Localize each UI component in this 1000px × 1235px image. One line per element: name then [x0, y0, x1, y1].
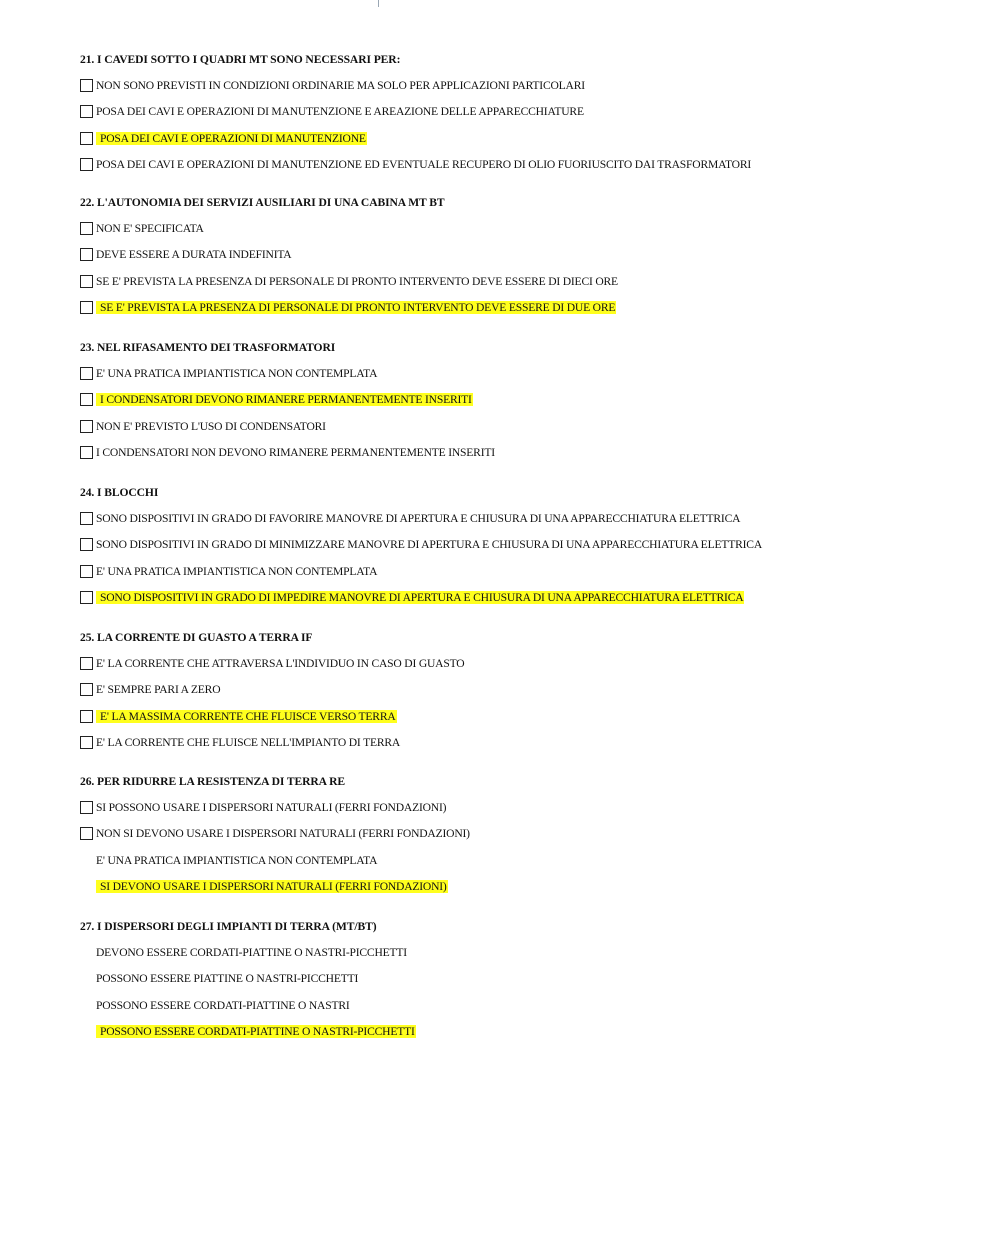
answer-option	[80, 825, 470, 842]
answer-checkbox[interactable]	[80, 248, 93, 261]
answer-option	[80, 246, 291, 263]
answer-option	[80, 444, 495, 461]
answer-option	[80, 944, 407, 961]
answer-option	[80, 997, 350, 1014]
highlighted-answer-text: SE E' PREVISTA LA PRESENZA DI PERSONALE DI PRONTO INTERVENTO DEVE ESSERE DI DUE ORE	[96, 301, 616, 314]
answer-text: NON E' PREVISTO L'USO DI CONDENSATORI	[96, 419, 326, 433]
answer-option	[80, 220, 204, 237]
answer-option	[80, 391, 473, 408]
answer-checkbox[interactable]	[80, 512, 93, 525]
question-title: 26. PER RIDURRE LA RESISTENZA DI TERRA RE	[80, 775, 345, 788]
answer-option	[80, 130, 367, 147]
highlighted-answer-text: SONO DISPOSITIVI IN GRADO DI IMPEDIRE MANOVRE DI APERTURA E CHIUSURA DI UNA APPARECCHIATURA ELETTRICA	[96, 591, 744, 604]
question-title: 21. I CAVEDI SOTTO I QUADRI MT SONO NECESSARI PER:	[80, 53, 401, 66]
answer-checkbox[interactable]	[80, 275, 93, 288]
highlighted-answer-text: SI DEVONO USARE I DISPERSORI NATURALI (FERRI FONDAZIONI)	[96, 880, 448, 893]
answer-option	[80, 77, 585, 94]
answer-checkbox[interactable]	[80, 301, 93, 314]
answer-checkbox[interactable]	[80, 446, 93, 459]
highlighted-answer-text: I CONDENSATORI DEVONO RIMANERE PERMANENTEMENTE INSERITI	[96, 393, 473, 406]
answer-checkbox[interactable]	[80, 827, 93, 840]
answer-checkbox[interactable]	[80, 393, 93, 406]
highlighted-answer-text: POSSONO ESSERE CORDATI-PIATTINE O NASTRI-PICCHETTI	[96, 1025, 416, 1038]
answer-text: DEVE ESSERE A DURATA INDEFINITA	[96, 248, 292, 261]
highlighted-answer-text: E' LA MASSIMA CORRENTE CHE FLUISCE VERSO TERRA	[96, 710, 397, 723]
answer-option	[80, 156, 751, 173]
answer-text: POSA DEI CAVI E OPERAZIONI DI MANUTENZIONE ED EVENTUALE RECUPERO DI OLIO FUORIUSCITO DAI TRASFORMATORI	[96, 158, 752, 171]
answer-option	[80, 708, 397, 725]
answer-checkbox[interactable]	[80, 79, 93, 92]
answer-text: E' UNA PRATICA IMPIANTISTICA NON CONTEMPLATA	[96, 564, 378, 578]
answer-text: E' UNA PRATICA IMPIANTISTICA NON CONTEMPLATA	[96, 853, 378, 867]
question-title: 27. I DISPERSORI DEGLI IMPIANTI DI TERRA (MT/BT)	[80, 920, 377, 933]
answer-option	[80, 681, 220, 698]
answer-text: SONO DISPOSITIVI IN GRADO DI FAVORIRE MANOVRE DI APERTURA E CHIUSURA DI UNA APPARECCHIATURA ELETTRICA	[96, 511, 741, 525]
answer-text: NON SI DEVONO USARE I DISPERSORI NATURALI (FERRI FONDAZIONI)	[96, 827, 470, 840]
answer-option	[80, 273, 618, 290]
answer-text: DEVONO ESSERE CORDATI-PIATTINE O NASTRI-PICCHETTI	[96, 945, 407, 959]
answer-text: NON E' SPECIFICATA	[96, 221, 204, 235]
answer-text: E' SEMPRE PARI A ZERO	[96, 683, 221, 696]
answer-checkbox[interactable]	[80, 710, 93, 723]
answer-option	[80, 365, 377, 382]
highlighted-answer-text: POSA DEI CAVI E OPERAZIONI DI MANUTENZIONE	[96, 132, 367, 145]
answer-checkbox[interactable]	[80, 801, 93, 814]
answer-checkbox[interactable]	[80, 736, 93, 749]
answer-text: SI POSSONO USARE I DISPERSORI NATURALI (FERRI FONDAZIONI)	[96, 800, 447, 814]
answer-text: POSA DEI CAVI E OPERAZIONI DI MANUTENZIONE E AREAZIONE DELLE APPARECCHIATURE	[96, 105, 584, 118]
answer-text: E' UNA PRATICA IMPIANTISTICA NON CONTEMPLATA	[96, 366, 378, 380]
answer-option	[80, 734, 400, 751]
answer-checkbox[interactable]	[80, 222, 93, 235]
answer-option	[80, 852, 377, 869]
answer-option	[80, 418, 326, 435]
answer-option	[80, 1023, 416, 1040]
answer-text: E' LA CORRENTE CHE ATTRAVERSA L'INDIVIDUO IN CASO DI GUASTO	[96, 656, 465, 670]
answer-option	[80, 299, 616, 316]
answer-text: SE E' PREVISTA LA PRESENZA DI PERSONALE DI PRONTO INTERVENTO DEVE ESSERE DI DIECI ORE	[96, 274, 618, 288]
page-edge-mark	[378, 0, 379, 7]
question-title: 24. I BLOCCHI	[80, 486, 159, 499]
answer-checkbox[interactable]	[80, 105, 93, 118]
answer-option	[80, 589, 744, 606]
answer-text: I CONDENSATORI NON DEVONO RIMANERE PERMANENTEMENTE INSERITI	[96, 446, 495, 459]
answer-checkbox[interactable]	[80, 420, 93, 433]
answer-checkbox[interactable]	[80, 683, 93, 696]
answer-checkbox[interactable]	[80, 132, 93, 145]
answer-text: POSSONO ESSERE PIATTINE O NASTRI-PICCHETTI	[96, 972, 359, 985]
question-title: 25. LA CORRENTE DI GUASTO A TERRA IF	[80, 631, 313, 644]
answer-option	[80, 536, 762, 553]
answer-option	[80, 799, 446, 816]
answer-text: E' LA CORRENTE CHE FLUISCE NELL'IMPIANTO DI TERRA	[96, 736, 401, 749]
answer-option	[80, 510, 740, 527]
question-title: 23. NEL RIFASAMENTO DEI TRASFORMATORI	[80, 341, 336, 354]
answer-checkbox[interactable]	[80, 158, 93, 171]
answer-option	[80, 970, 358, 987]
answer-option	[80, 103, 584, 120]
answer-text: SONO DISPOSITIVI IN GRADO DI MINIMIZZARE MANOVRE DI APERTURA E CHIUSURA DI UNA APPARECCHIATURA ELETTRICA	[96, 538, 762, 551]
answer-checkbox[interactable]	[80, 591, 93, 604]
question-title: 22. L'AUTONOMIA DEI SERVIZI AUSILIARI DI UNA CABINA MT BT	[80, 196, 445, 209]
answer-checkbox[interactable]	[80, 657, 93, 670]
answer-checkbox[interactable]	[80, 367, 93, 380]
answer-option	[80, 563, 377, 580]
answer-checkbox[interactable]	[80, 538, 93, 551]
answer-option	[80, 655, 464, 672]
answer-text: POSSONO ESSERE CORDATI-PIATTINE O NASTRI	[96, 998, 350, 1012]
answer-text: NON SONO PREVISTI IN CONDIZIONI ORDINARIE MA SOLO PER APPLICAZIONI PARTICOLARI	[96, 78, 585, 92]
answer-checkbox[interactable]	[80, 565, 93, 578]
answer-option	[80, 878, 448, 895]
